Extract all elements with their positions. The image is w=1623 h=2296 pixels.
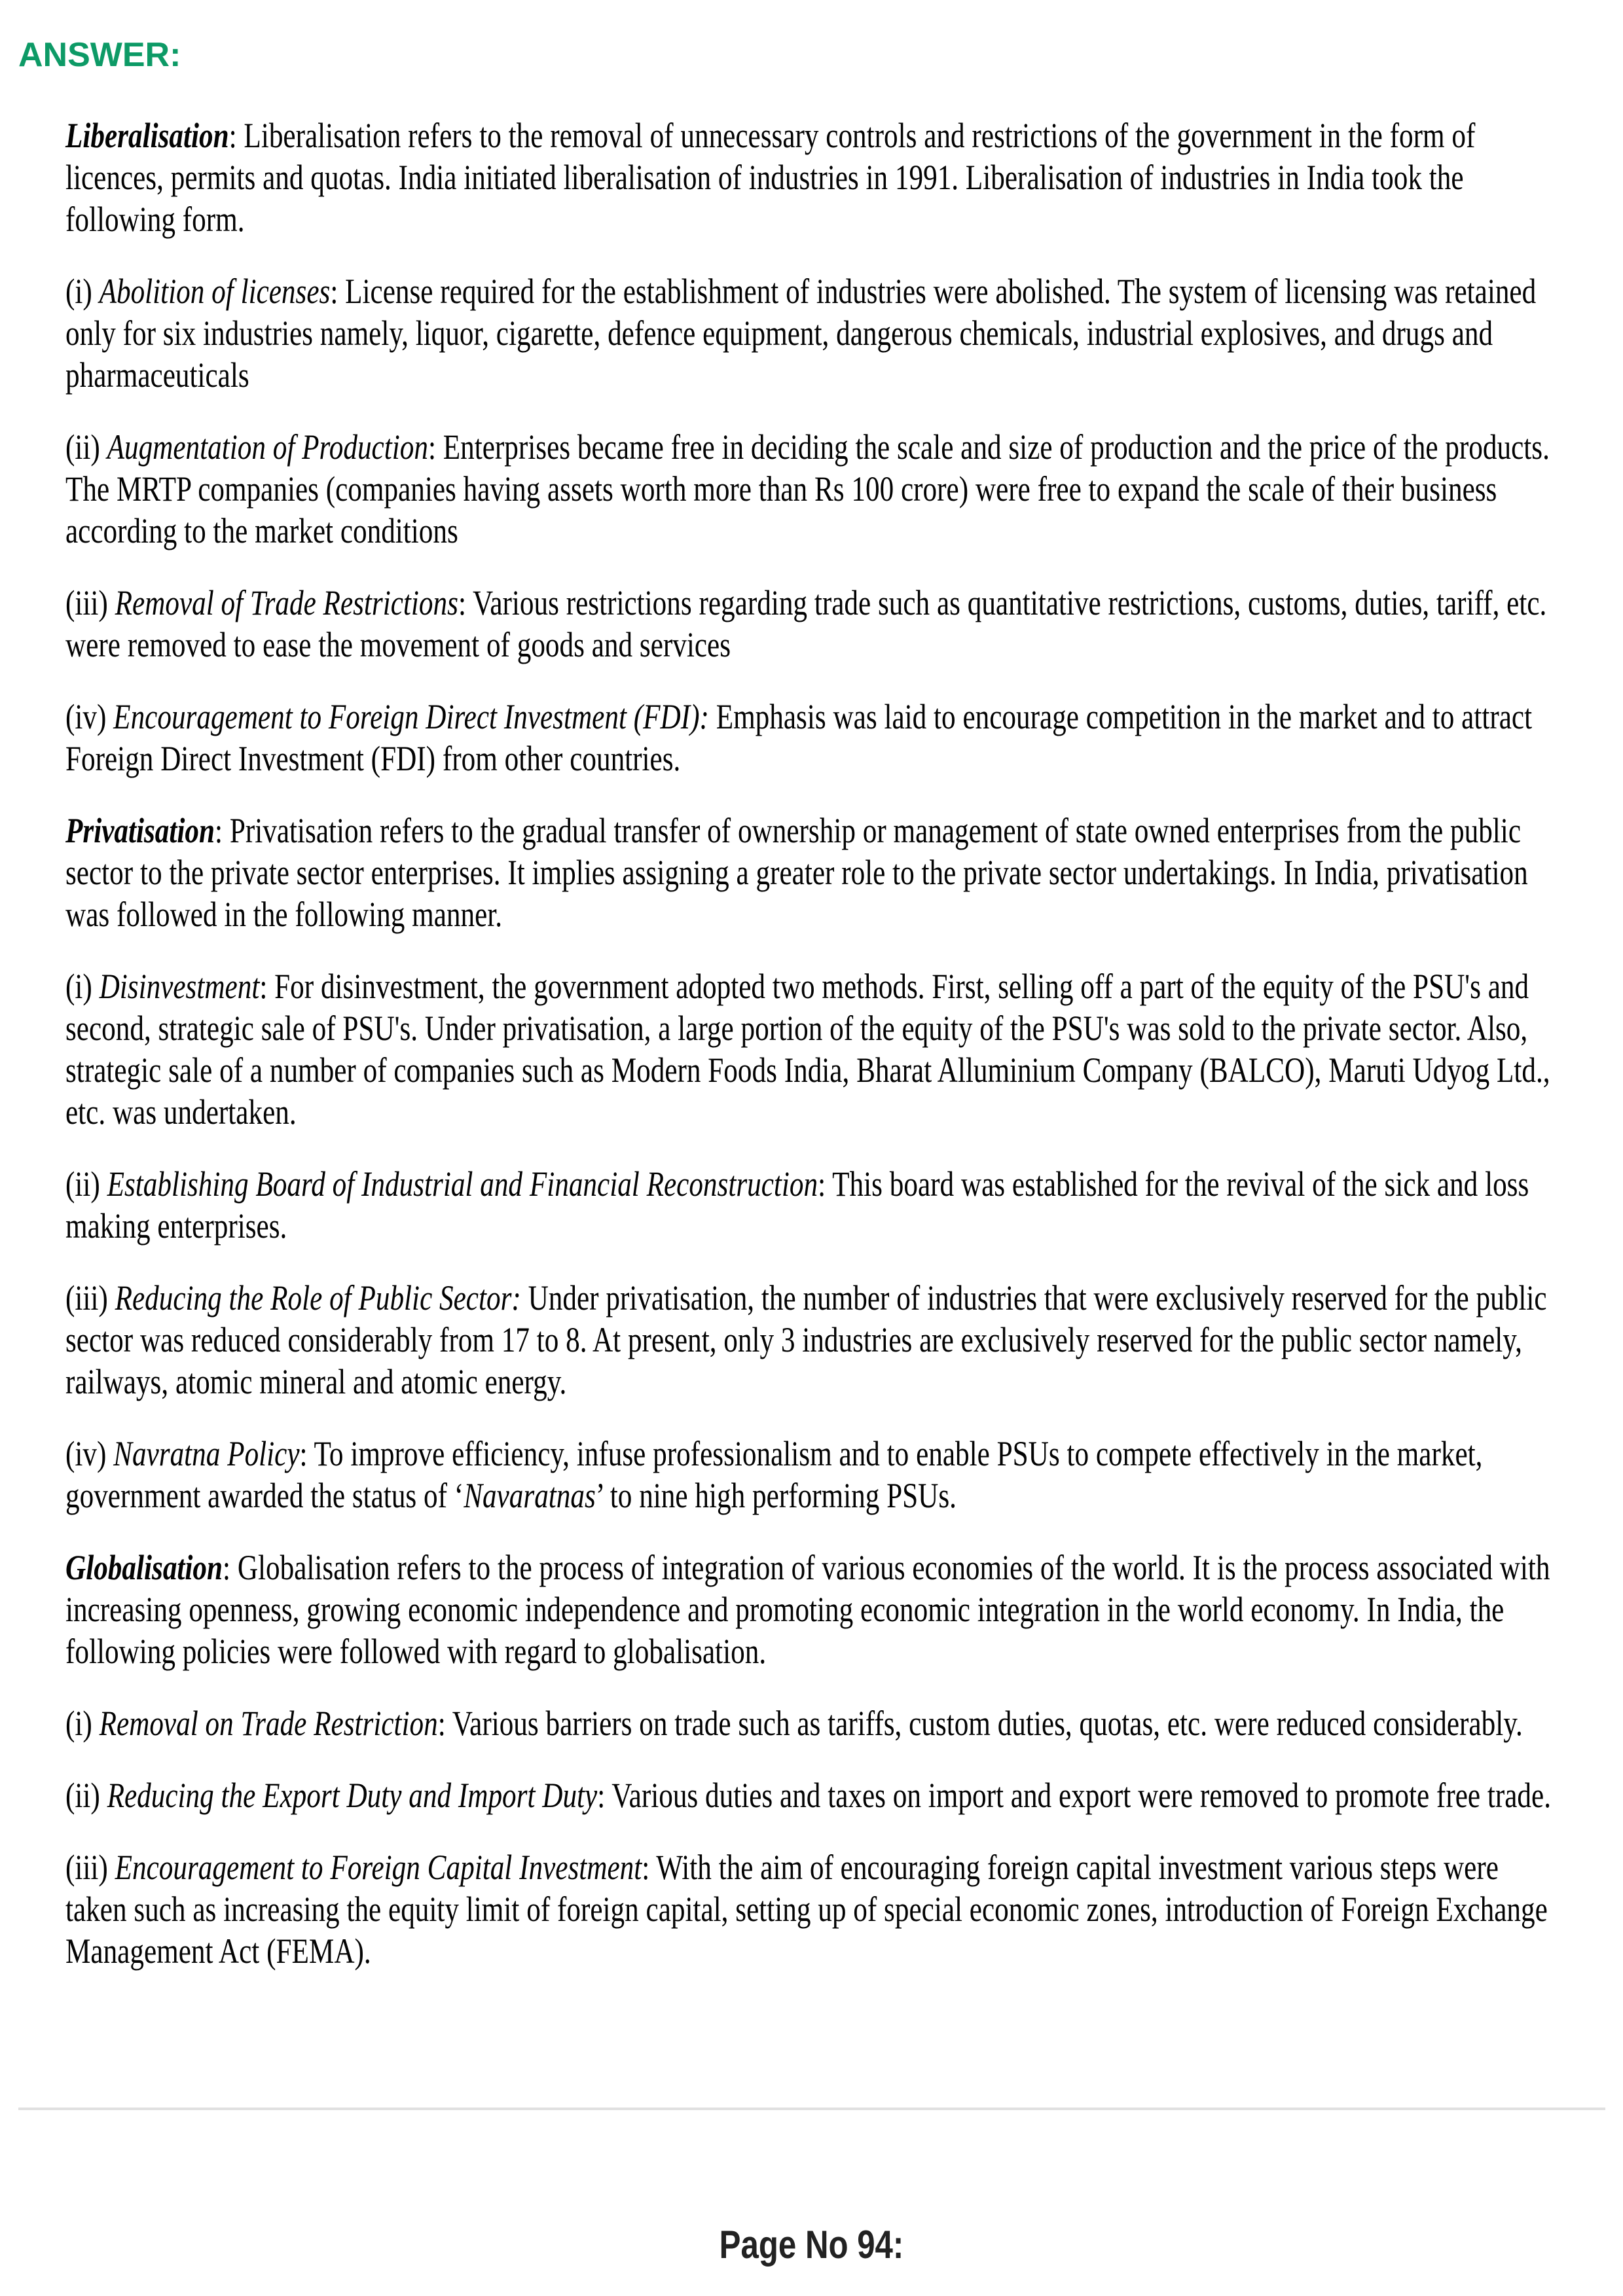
- page-number-footer: Page No 94:: [719, 2223, 904, 2267]
- text-segment: : This board was established for the revival of the sick and loss making enterprises.: [65, 1164, 1529, 1246]
- paragraph: [65, 1163, 1566, 1247]
- emphasis-segment: Augmentation of Production: [107, 427, 428, 467]
- emphasis-segment: Removal on Trade Restriction: [99, 1704, 438, 1743]
- paragraph: [65, 1846, 1566, 1972]
- text-segment: (i): [65, 967, 100, 1006]
- divider: [18, 2108, 1605, 2110]
- paragraph: [65, 1433, 1566, 1516]
- text-segment: (iv): [65, 697, 114, 736]
- emphasis-segment: Abolition of licenses: [99, 272, 331, 311]
- paragraph: [65, 965, 1566, 1133]
- emphasis-segment: Globalisation: [65, 1548, 223, 1587]
- text-segment: Emphasis was laid to encourage competition in the market and to attract Foreign Direct Investment (FDI) from other countries.: [65, 697, 1533, 778]
- text-segment: : License required for the establishment of industries were abolished. The system of licensing was retained only for six industries namely, liquor, cigarette, defence equipment, dangerous chemicals, industrial explosives, and drugs and pharmaceuticals: [65, 272, 1537, 395]
- paragraph: [65, 270, 1566, 396]
- text-segment: : Various duties and taxes on import and export were removed to promote free trade.: [597, 1776, 1551, 1815]
- paragraph: [65, 115, 1566, 240]
- text-segment: : With the aim of encouraging foreign capital investment various steps were taken such as increasing the equity limit of foreign capital, setting up of special economic zones, introduction of Foreign Exchange Management Act (FEMA).: [65, 1848, 1548, 1971]
- text-segment: : Various barriers on trade such as tariffs, custom duties, quotas, etc. were reduced considerably.: [437, 1704, 1523, 1743]
- text-segment: (i): [65, 272, 100, 311]
- emphasis-segment: Disinvestment: [99, 967, 260, 1006]
- emphasis-segment: Encouragement to Foreign Direct Investment (FDI):: [113, 697, 709, 736]
- emphasis-segment: Encouragement to Foreign Capital Investment: [115, 1848, 642, 1887]
- text-segment: : To improve efficiency, infuse professionalism and to enable PSUs to compete effectively in the market, government awarded the status of ‘: [65, 1434, 1483, 1515]
- emphasis-segment: Reducing the Role of Public Sector:: [115, 1278, 521, 1318]
- text-segment: : Various restrictions regarding trade such as quantitative restrictions, customs, duties, tariff, etc. were removed to ease the movement of goods and services: [65, 583, 1547, 664]
- emphasis-segment: Establishing Board of Industrial and Financial Reconstruction: [107, 1164, 818, 1204]
- text-segment: : Liberalisation refers to the removal of unnecessary controls and restrictions of the government in the form of licences, permits and quotas. India initiated liberalisation of industries in 1991. Liberalisation of industries in India took the following form.: [65, 116, 1476, 239]
- text-segment: : Privatisation refers to the gradual transfer of ownership or management of state owned enterprises from the public sector to the private sector enterprises. It implies assigning a greater role to the private sector undertakings. In India, privatisation was followed in the following manner.: [65, 811, 1528, 934]
- emphasis-segment: Liberalisation: [65, 116, 229, 155]
- text-segment: (ii): [65, 1776, 107, 1815]
- paragraph: [65, 1277, 1566, 1403]
- emphasis-segment: Reducing the Export Duty and Import Duty: [107, 1776, 598, 1815]
- paragraph: [65, 426, 1566, 552]
- text-segment: : For disinvestment, the government adopted two methods. First, selling off a part of the equity of the PSU's and second, strategic sale of PSU's. Under privatisation, a large portion of the equity of the PSU's was sold to the private sector. Also, strategic sale of a number of companies such as Modern Foods India, Bharat Alluminium Company (BALCO), Maruti Udyog Ltd., etc. was undertaken.: [65, 967, 1550, 1132]
- paragraph: [65, 1547, 1566, 1672]
- text-segment: (ii): [65, 1164, 107, 1204]
- text-segment: (ii): [65, 427, 107, 467]
- emphasis-segment: Privatisation: [65, 811, 215, 850]
- emphasis-segment: Navratna Policy: [113, 1434, 300, 1473]
- paragraph: [65, 696, 1566, 780]
- paragraph: [65, 582, 1566, 666]
- paragraph: [65, 1774, 1566, 1816]
- emphasis-segment: Removal of Trade Restrictions: [115, 583, 458, 622]
- text-segment: ’ to nine high performing PSUs.: [595, 1476, 957, 1515]
- answer-body: [65, 115, 1566, 2002]
- text-segment: (iii): [65, 583, 115, 622]
- text-segment: (i): [65, 1704, 100, 1743]
- text-segment: : Globalisation refers to the process of integration of various economies of the world. It is the process associated with increasing openness, growing economic independence and promoting economic integration in the world economy. In India, the following policies were followed with regard to globalisation.: [65, 1548, 1550, 1671]
- emphasis-segment: Navaratnas: [464, 1476, 596, 1515]
- text-segment: (iii): [65, 1848, 115, 1887]
- text-segment: (iii): [65, 1278, 115, 1318]
- paragraph: [65, 810, 1566, 935]
- paragraph: [65, 1702, 1566, 1744]
- text-segment: Under privatisation, the number of industries that were exclusively reserved for the public sector was reduced considerably from 17 to 8. At present, only 3 industries are exclusively reserved for the public sector namely, railways, atomic mineral and atomic energy.: [65, 1278, 1547, 1401]
- text-segment: (iv): [65, 1434, 114, 1473]
- answer-heading: ANSWER:: [18, 36, 181, 74]
- text-segment: : Enterprises became free in deciding the scale and size of production and the price of the products. The MRTP companies (companies having assets worth more than Rs 100 crore) were free to expand the scale of their business according to the market conditions: [65, 427, 1550, 550]
